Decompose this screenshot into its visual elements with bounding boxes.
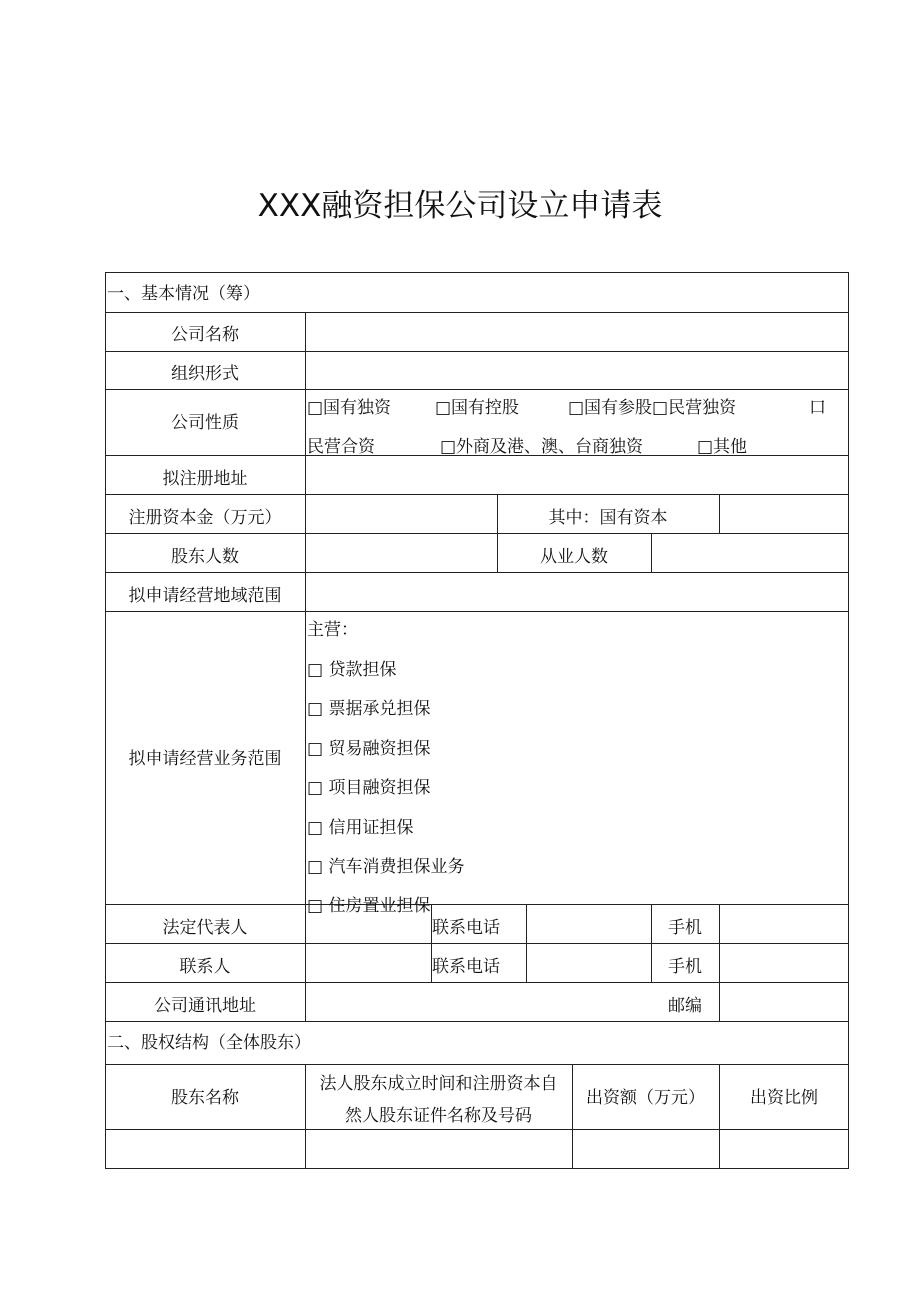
state-capital-label: 其中：国有资本 — [548, 508, 668, 528]
page-title: XXX融资担保公司设立申请表 — [257, 188, 663, 224]
business-scope-label: 拟申请经营业务范围 — [128, 749, 282, 769]
contact-phone-label: 联系电话 — [432, 957, 500, 977]
col-header-shareholder-info-1: 法人股东成立时间和注册资本自 — [319, 1074, 558, 1094]
checkbox-icon[interactable]: 口 — [809, 398, 826, 418]
reg-capital-label: 注册资本金（万元） — [128, 508, 282, 528]
row-line — [105, 312, 849, 313]
section-heading-basic-info: 一、基本情况（筹） — [107, 284, 260, 304]
nature-options-line2 — [307, 432, 847, 457]
nature-option-other[interactable]: □其他 — [697, 437, 748, 457]
col-header-shareholder-info-2: 然人股东证件名称及号码 — [345, 1106, 532, 1126]
shareholders-count-label: 股东人数 — [171, 547, 239, 567]
application-form-table — [105, 272, 849, 1169]
nature-option-state-controlled[interactable]: □国有控股 — [435, 398, 520, 418]
reg-address-label: 拟注册地址 — [162, 469, 248, 489]
table-border-left — [105, 272, 106, 1169]
col-header-shareholder-name: 股东名称 — [171, 1088, 239, 1108]
legal-rep-phone-label: 联系电话 — [432, 918, 500, 938]
section-heading-equity: 二、股权结构（全体股东） — [107, 1033, 311, 1053]
business-option-letter-of-credit[interactable]: □ 信用证担保 — [307, 818, 414, 838]
row-line — [105, 904, 849, 905]
nature-option-state-participated-private[interactable]: □国有参股□民营独资 — [568, 398, 737, 418]
contact-mobile-label: 手机 — [668, 957, 702, 977]
business-option-housing[interactable]: □ 住房置业担保 — [307, 896, 431, 916]
table-border-top — [105, 272, 849, 273]
employees-count-label: 从业人数 — [540, 547, 608, 567]
row-line — [105, 572, 849, 573]
row-line — [105, 611, 849, 612]
col-line — [572, 1064, 573, 1169]
company-name-label: 公司名称 — [171, 325, 239, 345]
business-option-project-finance[interactable]: □ 项目融资担保 — [307, 778, 431, 798]
row-line — [105, 1064, 849, 1065]
nature-option-private-joint: 民营合资 — [307, 437, 375, 457]
business-scope-list — [307, 613, 847, 916]
business-option-loan-guarantee[interactable]: □ 贷款担保 — [307, 660, 397, 680]
business-option-bill-guarantee[interactable]: □ 票据承兑担保 — [307, 699, 431, 719]
nature-option-state-owned[interactable]: □国有独资 — [307, 398, 392, 418]
row-line — [105, 351, 849, 352]
business-option-trade-finance[interactable]: □ 贸易融资担保 — [307, 739, 431, 759]
col-line — [719, 1064, 720, 1169]
region-scope-label: 拟申请经营地域范围 — [128, 586, 282, 606]
table-border-bottom — [105, 1168, 849, 1169]
row-line — [105, 943, 849, 944]
mail-address-label: 公司通讯地址 — [154, 996, 256, 1016]
row-line — [105, 494, 849, 495]
table-border-right — [848, 272, 849, 1169]
col-header-ratio: 出资比例 — [750, 1088, 818, 1108]
col-line — [719, 904, 720, 1021]
row-line — [105, 533, 849, 534]
legal-rep-label: 法定代表人 — [162, 918, 248, 938]
col-line — [526, 904, 527, 982]
row-line — [105, 982, 849, 983]
main-business-label: 主营： — [307, 620, 358, 640]
col-line — [651, 533, 652, 573]
row-line — [105, 1129, 849, 1130]
org-form-label: 组织形式 — [171, 364, 239, 384]
business-option-auto-consumer[interactable]: □ 汽车消费担保业务 — [307, 857, 465, 877]
col-line — [305, 312, 306, 1022]
col-header-amount: 出资额（万元） — [586, 1088, 705, 1108]
postcode-label: 邮编 — [668, 996, 702, 1016]
col-line — [719, 494, 720, 533]
contact-person-label: 联系人 — [179, 957, 231, 977]
nature-option-foreign[interactable]: □外商及港、澳、台商独资 — [440, 437, 644, 457]
company-nature-label: 公司性质 — [171, 413, 239, 433]
row-line — [105, 389, 849, 390]
legal-rep-mobile-label: 手机 — [668, 918, 702, 938]
row-line — [105, 1021, 849, 1022]
